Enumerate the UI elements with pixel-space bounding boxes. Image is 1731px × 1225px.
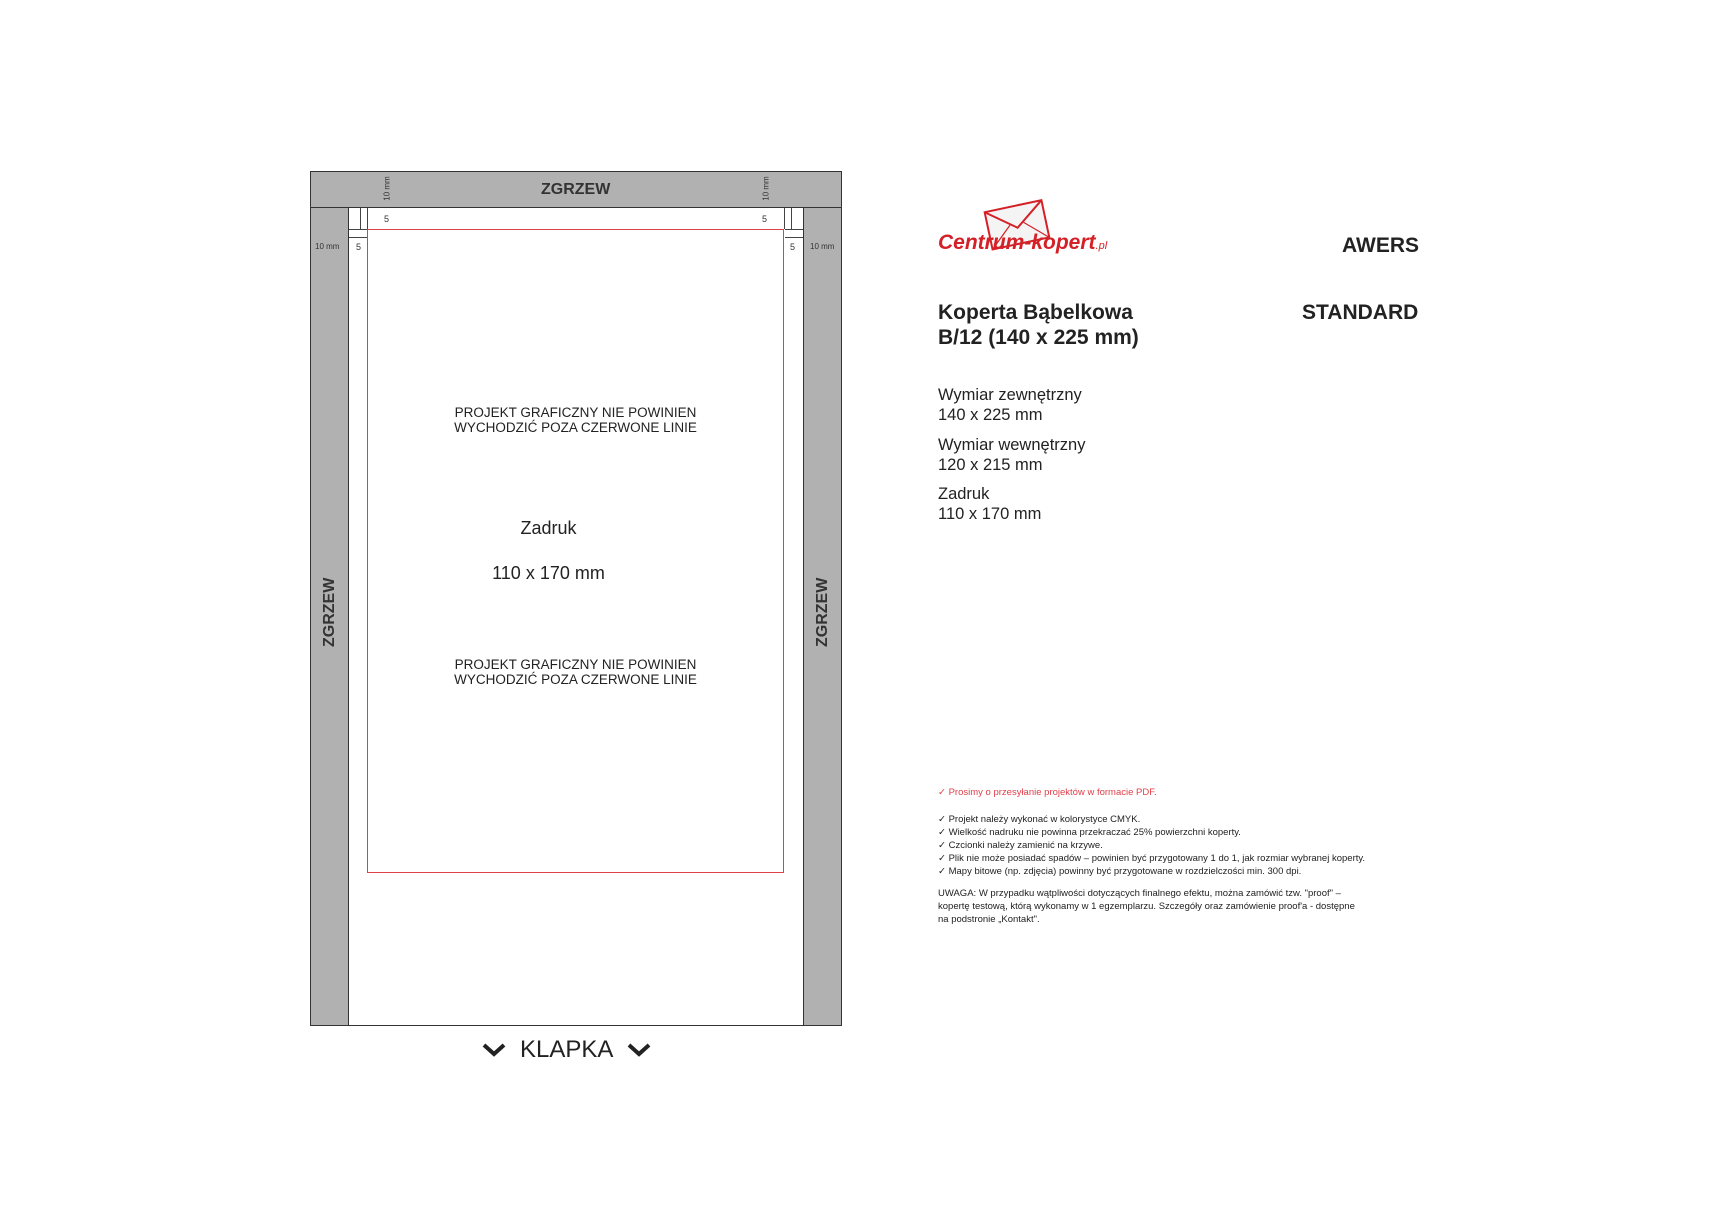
seal-label-top: ZGRZEW: [541, 181, 611, 198]
product-title: [938, 300, 1139, 350]
guide-line: [349, 237, 367, 238]
inner-dimension: [938, 435, 1085, 475]
print-area-boundary: [367, 229, 784, 873]
note-item: ✓ Projekt należy wykonać w kolorystyce CMYK.: [938, 814, 1141, 825]
margin-label-top-left: 5: [384, 214, 390, 224]
seal-label-left: ZGRZEW: [321, 577, 338, 647]
dimension-label-top-left: 10 mm: [382, 176, 392, 201]
outer-dimension: [938, 385, 1082, 425]
dimension-label-side-right: 10 mm: [810, 242, 835, 251]
warning-line: na podstronie „Kontakt".: [938, 914, 1040, 925]
note-item: ✓ Czcionki należy zamienić na krzywe.: [938, 840, 1103, 851]
print-dimension-value: 110 x 170 mm: [938, 505, 1042, 523]
margin-label-side-right: 5: [790, 242, 796, 252]
print-label: Zadruk: [520, 518, 577, 538]
dimension-label-top-right: 10 mm: [761, 176, 771, 201]
product-title-line1: Koperta Bąbelkowa: [938, 301, 1133, 324]
design-note-top: [367, 405, 784, 435]
guide-line: [349, 229, 367, 230]
margin-label-top-right: 5: [762, 214, 768, 224]
chevron-down-icon: [482, 1043, 506, 1057]
inner-dimension-label: Wymiar wewnętrzny: [938, 436, 1086, 454]
print-dimension-label: Zadruk: [938, 485, 990, 503]
requirements-notes: [938, 786, 1418, 926]
margin-label-side-left: 5: [356, 242, 362, 252]
guide-line: [367, 208, 368, 229]
print-dimension: [938, 484, 1041, 524]
warning-line: kopertę testową, którą wykonamy w 1 egzemplarzu. Szczegóły oraz zamówienie proof'a - dostępne: [938, 901, 1355, 912]
brand-logo: [938, 196, 1118, 268]
product-title-line2: B/12 (140 x 225 mm): [938, 326, 1139, 349]
guide-line: [791, 208, 792, 229]
pdf-note: ✓ Prosimy o przesyłanie projektów w formacie PDF.: [938, 787, 1157, 798]
brand-logo-text: [938, 231, 1107, 255]
print-size: 110 x 170 mm: [492, 563, 605, 583]
guide-line: [784, 208, 785, 229]
note-item: ✓ Wielkość nadruku nie powinna przekraczać 25% powierzchni koperty.: [938, 827, 1241, 838]
brand-logo-suffix: .pl: [1095, 240, 1108, 252]
chevron-down-icon: [627, 1043, 651, 1057]
brand-logo-name: Centrum-kopert: [938, 231, 1096, 254]
design-note-bottom: [367, 657, 784, 687]
variant-label: STANDARD: [1302, 301, 1419, 324]
warning-line: UWAGA: W przypadku wątpliwości dotyczących finalnego efektu, można zamówić tzw. "proof" –: [938, 888, 1341, 899]
design-note-bottom-line2: WYCHODZIĆ POZA CZERWONE LINIE: [454, 672, 697, 687]
design-note-top-line1: PROJEKT GRAFICZNY NIE POWINIEN: [454, 405, 697, 420]
seal-label-right: ZGRZEW: [814, 577, 831, 647]
dimension-label-side-left: 10 mm: [315, 242, 340, 251]
guide-line: [785, 229, 803, 230]
outer-dimension-label: Wymiar zewnętrzny: [938, 386, 1082, 404]
inner-dimension-value: 120 x 215 mm: [938, 456, 1043, 474]
note-item: ✓ Mapy bitowe (np. zdjęcia) powinny być przygotowane w rozdzielczości min. 300 dpi.: [938, 866, 1302, 877]
guide-line: [785, 237, 803, 238]
outer-dimension-value: 140 x 225 mm: [938, 406, 1043, 424]
design-note-top-line2: WYCHODZIĆ POZA CZERWONE LINIE: [454, 420, 697, 435]
side-label: AWERS: [1342, 234, 1420, 257]
design-note-bottom-line1: PROJEKT GRAFICZNY NIE POWINIEN: [454, 657, 697, 672]
note-item: ✓ Plik nie może posiadać spadów – powinien być przygotowany 1 do 1, jak rozmiar wybranej koperty.: [938, 853, 1366, 864]
guide-line: [360, 208, 361, 229]
flap-text: KLAPKA: [520, 1036, 614, 1063]
flap-label: [482, 1036, 651, 1064]
